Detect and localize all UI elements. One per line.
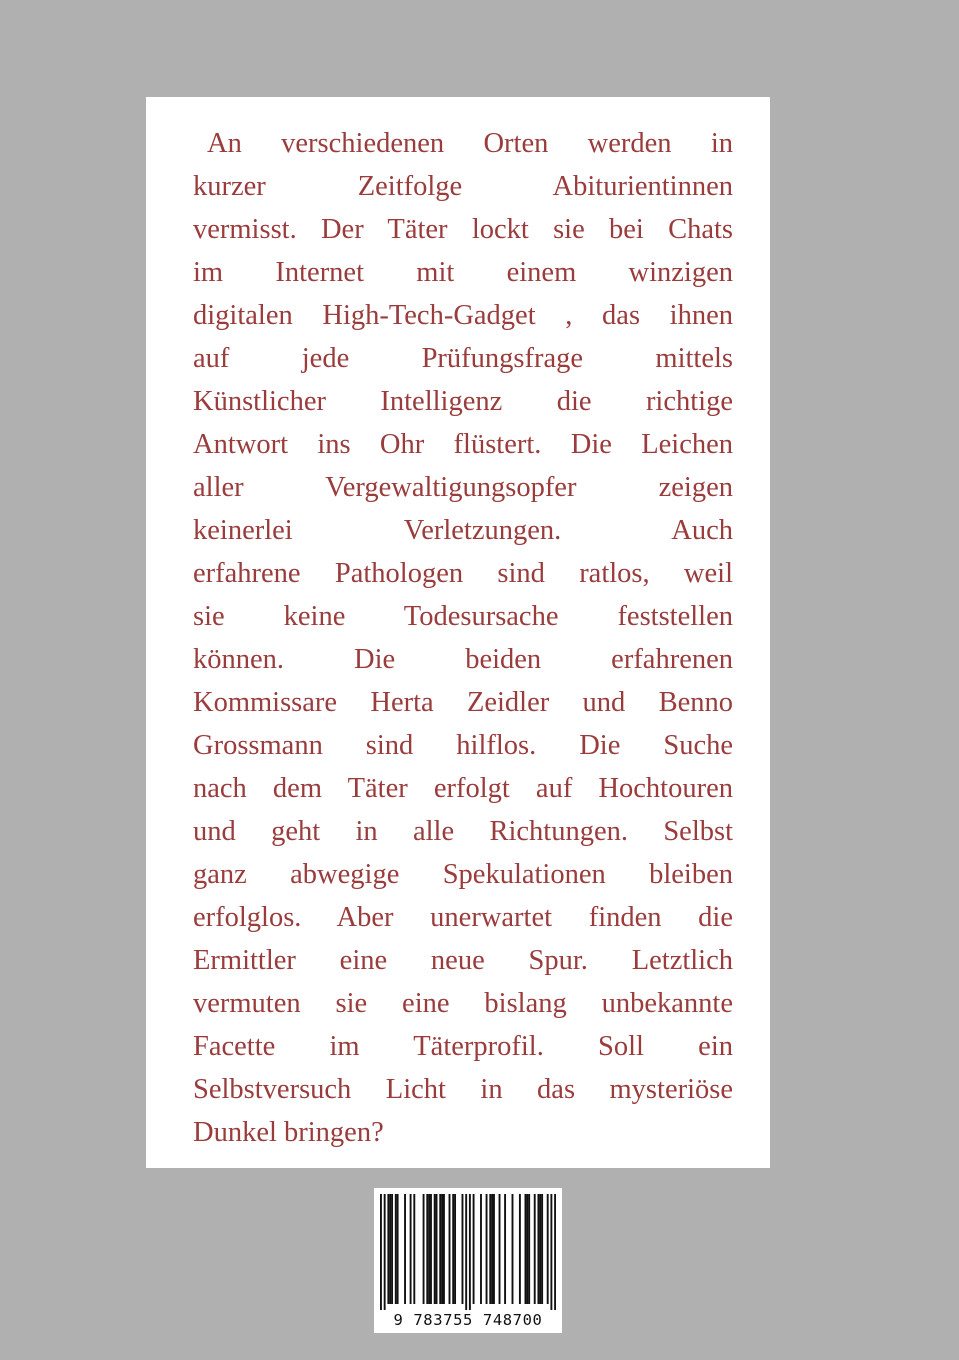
barcode-bar bbox=[410, 1194, 412, 1304]
barcode-bar bbox=[387, 1194, 389, 1304]
barcode-bar bbox=[449, 1194, 451, 1304]
barcode-bar bbox=[526, 1194, 528, 1304]
barcode-bar bbox=[512, 1194, 514, 1304]
blurb-line: ganz abwegige Spekulationen bleiben bbox=[193, 859, 733, 890]
barcode-bar bbox=[528, 1194, 530, 1304]
barcode-bar bbox=[428, 1194, 430, 1304]
blurb-line: Grossmann sind hilflos. Die Suche bbox=[193, 730, 733, 761]
barcode-bar bbox=[384, 1194, 386, 1310]
barcode-bar bbox=[534, 1194, 536, 1304]
blurb-line: erfolglos. Aber unerwartet finden die bbox=[193, 902, 733, 933]
blurb-line: im Internet mit einem winzigen bbox=[193, 257, 733, 288]
barcode-bar bbox=[397, 1194, 399, 1304]
barcode-bar bbox=[541, 1194, 543, 1304]
barcode-bar bbox=[525, 1194, 527, 1304]
barcode-bar bbox=[465, 1194, 467, 1310]
barcode-bars bbox=[380, 1194, 556, 1310]
barcode-bar bbox=[439, 1194, 441, 1304]
blurb-line: aller Vergewaltigungsopfer zeigen bbox=[193, 472, 733, 503]
barcode-bar bbox=[550, 1194, 552, 1310]
blurb-line: Kommissare Herta Zeidler und Benno bbox=[193, 687, 733, 718]
blurb-line: erfahrene Pathologen sind ratlos, weil bbox=[193, 558, 733, 589]
blurb-line: digitalen High-Tech-Gadget , das ihnen bbox=[193, 300, 733, 331]
barcode-bar bbox=[454, 1194, 456, 1304]
isbn-number: 9 783755 748700 bbox=[393, 1311, 543, 1329]
barcode-bar bbox=[537, 1194, 539, 1304]
barcode-bar bbox=[443, 1194, 445, 1304]
barcode-bar bbox=[504, 1194, 506, 1304]
blurb-text bbox=[193, 122, 733, 1154]
barcode-bar bbox=[462, 1194, 464, 1304]
barcode-bar bbox=[493, 1194, 495, 1304]
blurb-line: An verschiedenen Orten werden in bbox=[207, 128, 733, 159]
barcode-bar bbox=[491, 1194, 493, 1304]
blurb-line: sie keine Todesursache feststellen bbox=[193, 601, 733, 632]
blurb-line: Dunkel bringen? bbox=[193, 1117, 384, 1148]
blurb-line: Selbstversuch Licht in das mysteriöse bbox=[193, 1074, 733, 1105]
barcode-bar bbox=[436, 1194, 438, 1304]
barcode-bar bbox=[519, 1194, 521, 1304]
barcode-bar bbox=[554, 1194, 556, 1310]
blurb-line: nach dem Täter erfolgt auf Hochtouren bbox=[193, 773, 733, 804]
barcode-bar bbox=[547, 1194, 549, 1304]
blurb-line: können. Die beiden erfahrenen bbox=[193, 644, 733, 675]
barcode-bar bbox=[489, 1194, 491, 1304]
blurb-line: kurzer Zeitfolge Abiturientinnen bbox=[193, 171, 733, 202]
isbn-barcode bbox=[374, 1188, 562, 1333]
blurb-line: Antwort ins Ohr flüstert. Die Leichen bbox=[193, 429, 733, 460]
barcode-bar bbox=[413, 1194, 415, 1304]
barcode-bar bbox=[395, 1194, 397, 1304]
barcode-bar bbox=[404, 1194, 406, 1304]
blurb-line: vermisst. Der Täter lockt sie bei Chats bbox=[193, 214, 733, 245]
barcode-bar bbox=[441, 1194, 443, 1304]
barcode-bar bbox=[469, 1194, 471, 1310]
blurb-line: keinerlei Verletzungen. Auch bbox=[193, 515, 733, 546]
barcode-bar bbox=[389, 1194, 391, 1304]
blurb-line: und geht in alle Richtungen. Selbst bbox=[193, 816, 733, 847]
barcode-bar bbox=[480, 1194, 482, 1304]
barcode-bar bbox=[426, 1194, 428, 1304]
barcode-bar bbox=[539, 1194, 541, 1304]
barcode-bar bbox=[434, 1194, 436, 1304]
blurb-line: Künstlicher Intelligenz die richtige bbox=[193, 386, 733, 417]
barcode-bar bbox=[380, 1194, 382, 1310]
barcode-bar bbox=[391, 1194, 393, 1304]
barcode-bar bbox=[486, 1194, 488, 1304]
barcode-bar bbox=[499, 1194, 501, 1304]
blurb-line: vermuten sie eine bislang unbekannte bbox=[193, 988, 733, 1019]
blurb-line: Facette im Täterprofil. Soll ein bbox=[193, 1031, 733, 1062]
barcode-bar bbox=[423, 1194, 425, 1304]
barcode-bar bbox=[430, 1194, 432, 1304]
blurb-line: auf jede Prüfungsfrage mittels bbox=[193, 343, 733, 374]
blurb-line: Ermittler eine neue Spur. Letztlich bbox=[193, 945, 733, 976]
barcode-bar bbox=[473, 1194, 475, 1304]
barcode-bar bbox=[452, 1194, 454, 1304]
